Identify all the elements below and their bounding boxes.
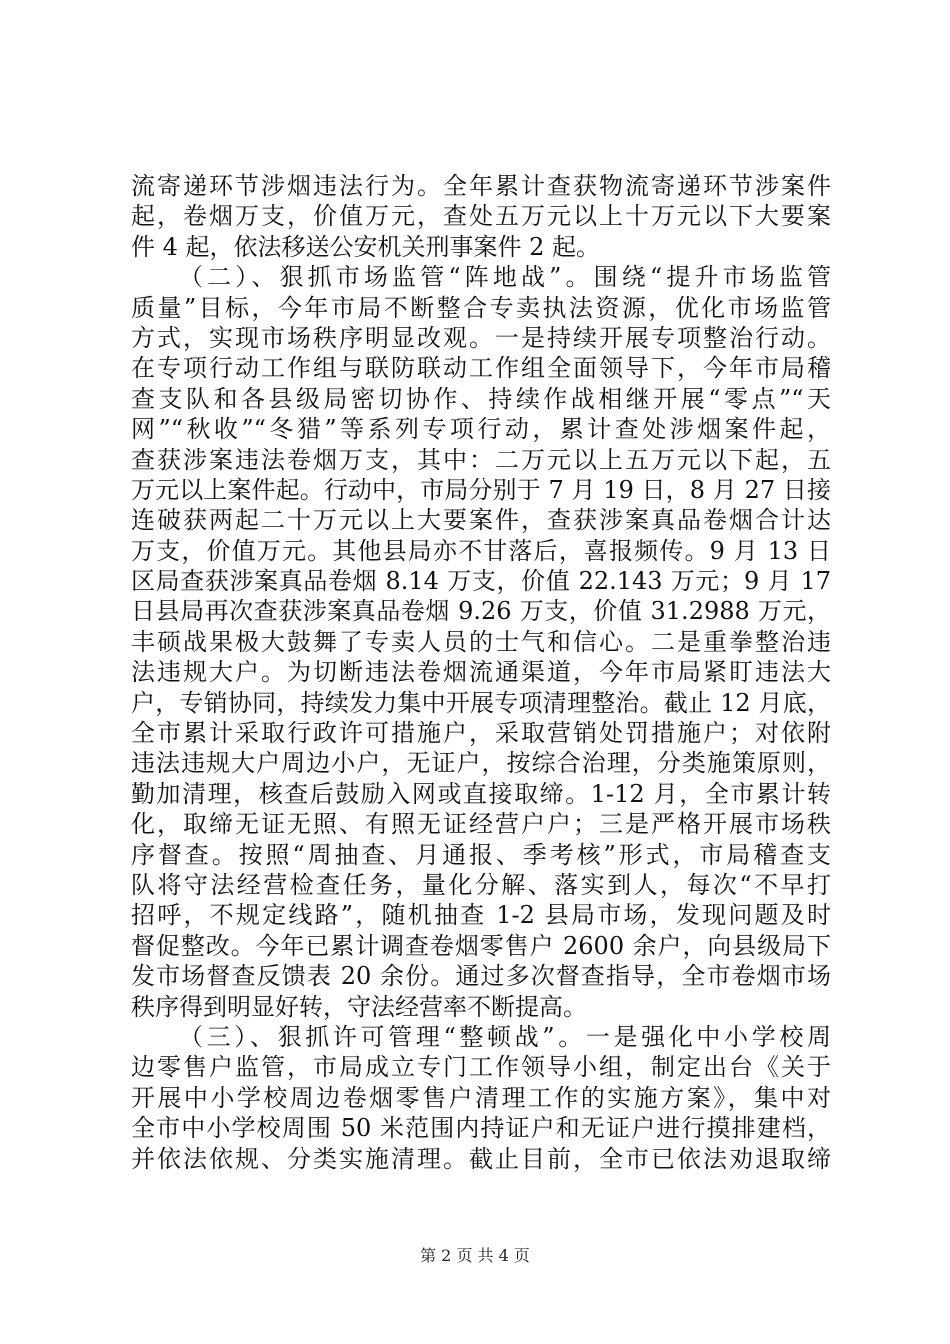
text-line: 万支，价值万元。其他县局亦不甘落后，喜报频传。9 月 13 日 <box>131 536 831 565</box>
text-line: 招呼，不规定线路”，随机抽查 1-2 县局市场，发现问题及时 <box>131 901 831 930</box>
text-line: 查支队和各县级局密切协作、持续作战相继开展“零点”“天 <box>131 384 831 413</box>
page-number-footer: 第 2 页 共 4 页 <box>420 1246 530 1265</box>
text-line: 在专项行动工作组与联防联动工作组全面领导下，今年市局稽 <box>131 354 831 383</box>
text-line: 万元以上案件起。行动中，市局分别于 7 月 19 日，8 月 27 日接 <box>131 475 831 504</box>
text-line: 违法违规大户周边小户，无证户，按综合治理，分类施策原则， <box>131 749 831 778</box>
text-line: 秩序得到明显好转，守法经营率不断提高。 <box>131 992 587 1021</box>
text-line: 网”“秋收”“冬猎”等系列专项行动，累计查处涉烟案件起， <box>131 415 831 444</box>
text-line: 并依法依规、分类实施清理。截止目前，全市已依法劝退取缔 <box>131 1144 831 1173</box>
text-line: 勤加清理，核查后鼓励入网或直接取缔。1-12 月，全市累计转 <box>131 779 831 808</box>
text-line: 日县局再次查获涉案真品卷烟 9.26 万支，价值 31.2988 万元， <box>131 597 831 626</box>
text-line: 区局查获涉案真品卷烟 8.14 万支，价值 22.143 万元；9 月 17 <box>131 567 831 596</box>
text-line: 起，卷烟万支，价值万元，查处五万元以上十万元以下大要案 <box>131 202 831 231</box>
text-line: 质量”目标，今年市局不断整合专卖执法资源，优化市场监管 <box>131 293 831 322</box>
text-line: 流寄递环节涉烟违法行为。全年累计查获物流寄递环节涉案件 <box>131 172 831 200</box>
text-line: 方式，实现市场秩序明显改观。一是持续开展专项整治行动。 <box>131 323 831 352</box>
text-line: 全市累计采取行政许可措施户，采取营销处罚措施户；对依附 <box>131 719 831 748</box>
text-line: 发市场督查反馈表 20 余份。通过多次督查指导，全市卷烟市场 <box>131 962 831 991</box>
text-line: 丰硕战果极大鼓舞了专卖人员的士气和信心。二是重拳整治违 <box>131 627 831 656</box>
text-line: 全市中小学校周围 50 米范围内持证户和无证户进行摸排建档， <box>131 1114 831 1143</box>
text-line: 开展中小学校周边卷烟零售户清理工作的实施方案》，集中对 <box>131 1083 831 1112</box>
text-line: 队将守法经营检查任务，量化分解、落实到人，每次“不早打 <box>131 870 831 899</box>
text-line: 连破获两起二十万元以上大要案件，查获涉案真品卷烟合计达 <box>131 506 831 535</box>
text-line: 督促整改。今年已累计调查卷烟零售户 2600 余户，向县级局下 <box>131 931 831 960</box>
text-line: 件 4 起，依法移送公安机关刑事案件 2 起。 <box>131 232 601 261</box>
text-line: 户，专销协同，持续发力集中开展专项清理整治。截止 12 月底， <box>131 688 831 717</box>
text-line: 序督查。按照“周抽查、月通报、季考核”形式，市局稽查支 <box>131 840 831 869</box>
body-text <box>131 171 831 1174</box>
text-line: 查获涉案违法卷烟万支，其中：二万元以上五万元以下起，五 <box>131 445 831 474</box>
text-line: 边零售户监管，市局成立专门工作领导小组，制定出台《关于 <box>131 1053 831 1082</box>
text-line: 法违规大户。为切断违法卷烟流通渠道，今年市局紧盯违法大 <box>131 658 831 687</box>
text-line: 化，取缔无证无照、有照无证经营户户；三是严格开展市场秩 <box>131 810 831 839</box>
section-heading-line: （二）、狠抓市场监管“阵地战”。围绕“提升市场监管 <box>179 263 831 292</box>
section-heading-line: （三）、狠抓许可管理“整顿战”。一是强化中小学校周 <box>179 1022 831 1051</box>
